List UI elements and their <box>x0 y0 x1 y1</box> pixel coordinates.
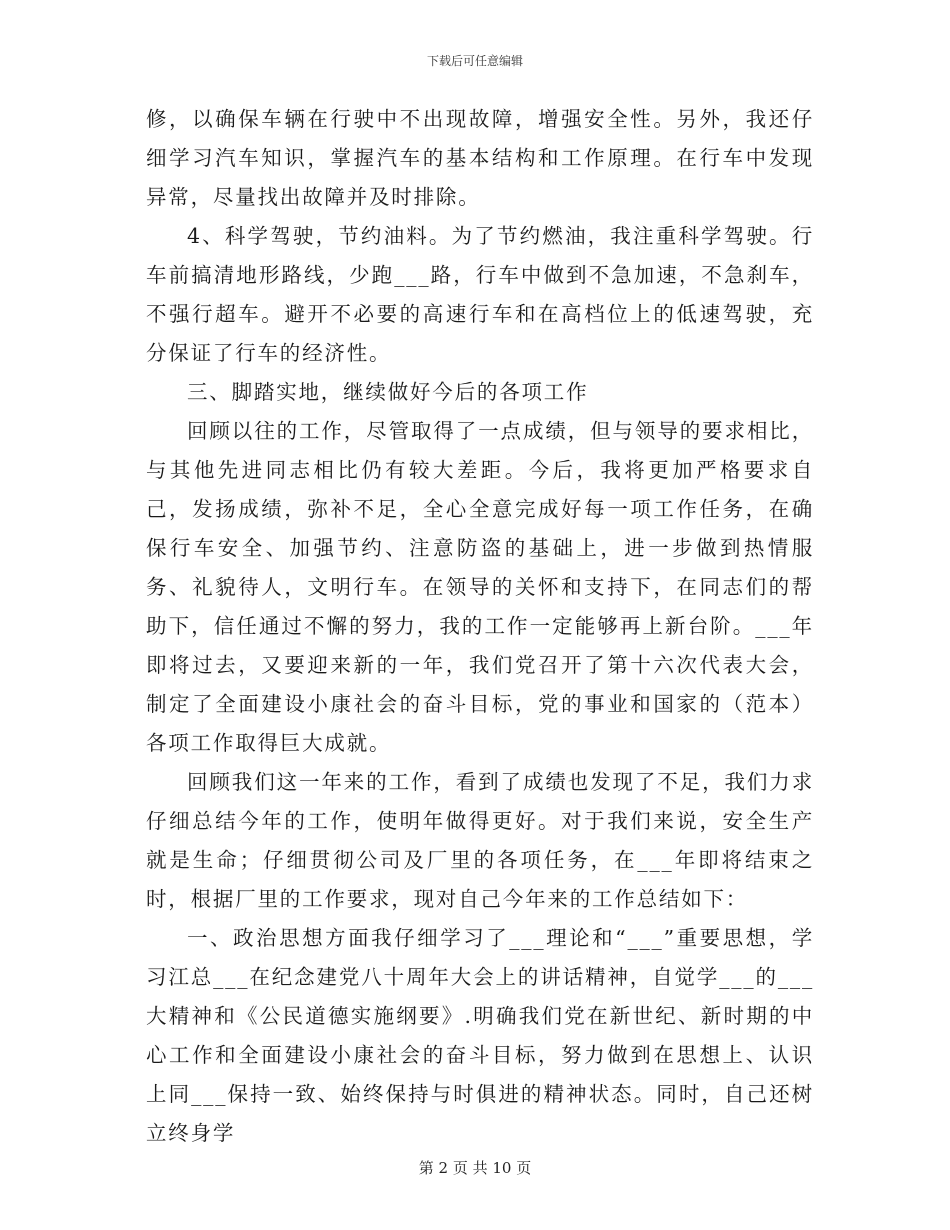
paragraph: 修，以确保车辆在行驶中不出现故障，增强安全性。另外，我还仔细学习汽车知识，掌握汽车的基本结构和工作原理。在行车中发现异常，尽量找出故障并及时排除。 <box>146 107 814 209</box>
paragraph: 回顾以往的工作，尽管取得了一点成绩，但与领导的要求相比，与其他先进同志相比仍有较大差距。今后，我将更加严格要求自己，发扬成绩，弥补不足，全心全意完成好每一项工作任务，在确保行车安全、加强节约、注意防盗的基础上，进一步做到热情服务、礼貌待人，文明行车。在领导的关怀和支持下，在同志们的帮助下，信任通过不懈的努力，我的工作一定能够再上新台阶。___年即将过去，又要迎来新的一年，我们党召开了第十六次代表大会，制定了全面建设小康社会的奋斗目标，党的事业和国家的（范本）各项工作取得巨大成就。 <box>146 419 814 755</box>
page-header-note: 下载后可任意编辑 <box>426 54 523 68</box>
section-heading: 三、脚踏实地，继续做好今后的各项工作 <box>187 380 589 404</box>
document-body <box>146 100 814 1153</box>
page-number: 第 2 页 共 10 页 <box>418 1159 532 1177</box>
paragraph: 一、政治思想方面我仔细学习了___理论和“___”重要思想，学习江总___在纪念建党八十周年大会上的讲话精神，自觉学___的___大精神和《公民道德实施纲要》.明确我们党在新世纪、新时期的中心工作和全面建设小康社会的奋斗目标，努力做到在思想上、认识上同___保持一致、始终保持与时俱进的精神状态。同时，自己还树立终身学 <box>146 926 814 1145</box>
paragraph: 回顾我们这一年来的工作，看到了成绩也发现了不足，我们力求仔细总结今年的工作，使明年做得更好。对于我们来说，安全生产就是生命；仔细贯彻公司及厂里的各项任务，在___年即将结束之时，根据厂里的工作要求，现对自己今年来的工作总结如下： <box>146 770 814 911</box>
paragraph: 4、科学驾驶，节约油料。为了节约燃油，我注重科学驾驶。行车前搞清地形路线，少跑___路，行车中做到不急加速，不急刹车，不强行超车。避开不必要的高速行车和在高档位上的低速驾驶，充分保证了行车的经济性。 <box>146 224 814 365</box>
